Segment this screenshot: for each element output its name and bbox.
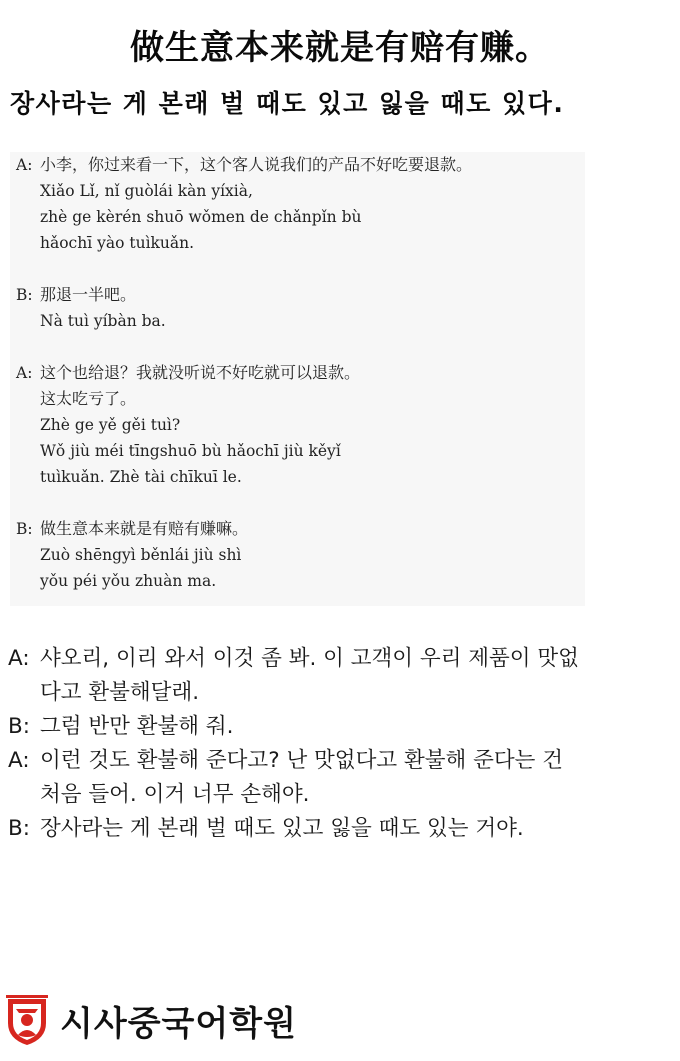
translation-line — [8, 710, 674, 744]
chinese-line: 小李，你过来看一下，这个客人说我们的产品不好吃要退款。 — [40, 155, 473, 174]
chinese-line: 这个也给退？我就没听说不好吃就可以退款。 — [40, 363, 361, 382]
dialogue-turn — [16, 152, 579, 256]
pinyin-line: hǎochī yào tuìkuǎn. — [40, 234, 195, 252]
pinyin-line: zhè ge kèrén shuō wǒmen de chǎnpǐn bù — [40, 208, 362, 226]
pinyin-line: Wǒ jiù méi tīngshuō bù hǎochī jiù kěyǐ — [40, 442, 341, 460]
pinyin-line: tuìkuǎn. Zhè tài chīkuī le. — [40, 468, 242, 486]
speaker-label: B: — [16, 286, 33, 304]
dialogue-turn — [16, 360, 579, 490]
speaker-label: A: — [8, 748, 30, 773]
logo-text: 시사중국어학원 — [60, 1003, 297, 1044]
speaker-label: A: — [8, 646, 30, 671]
translation-text: 이런 것도 환불해 준다고? 난 맛없다고 환불해 준다는 건 — [40, 748, 564, 773]
translation-text: 장사라는 게 본래 벌 때도 있고 잃을 때도 있는 거야. — [40, 816, 524, 841]
speaker-label: B: — [8, 816, 30, 841]
translation-text: 그럼 반만 환불해 줘. — [40, 714, 234, 739]
chinese-line: 那退一半吧。 — [40, 285, 137, 304]
translation-line — [8, 812, 674, 846]
speaker-label: A: — [16, 156, 33, 174]
translation-text: 다고 환불해달래. — [40, 680, 200, 705]
chinese-line: 这太吃亏了。 — [40, 389, 137, 408]
chinese-dialogue-box — [10, 152, 585, 606]
sisa-emblem-icon — [4, 993, 50, 1047]
translation-text: 처음 들어. 이거 너무 손해야. — [40, 782, 310, 807]
dialogue-turn — [16, 282, 579, 334]
page-title-korean: 장사라는 게 본래 벌 때도 있고 잃을 때도 있다. — [10, 89, 565, 118]
speaker-label: B: — [16, 520, 33, 538]
pinyin-line: Xiǎo Lǐ, nǐ guòlái kàn yíxià, — [40, 182, 253, 200]
pinyin-line: Nà tuì yíbàn ba. — [40, 312, 166, 330]
page-title-chinese: 做生意本来就是有赔有赚。 — [130, 28, 550, 68]
pinyin-line: Zuò shēngyì běnlái jiù shì — [40, 546, 242, 564]
translation-line — [8, 642, 674, 676]
pinyin-line: yǒu péi yǒu zhuàn ma. — [40, 572, 217, 590]
translation-text: 샤오리, 이리 와서 이것 좀 봐. 이 고객이 우리 제품이 맛없 — [40, 646, 579, 671]
translation-line — [8, 778, 674, 812]
speaker-label: A: — [16, 364, 33, 382]
sisa-logo — [4, 990, 297, 1050]
chinese-line: 做生意本来就是有赔有赚嘛。 — [40, 519, 249, 538]
pinyin-line: Zhè ge yě gěi tuì? — [40, 416, 181, 434]
dialogue-turn — [16, 516, 579, 594]
translation-line — [8, 676, 674, 710]
translation-line — [8, 744, 674, 778]
speaker-label: B: — [8, 714, 30, 739]
korean-translation — [8, 642, 674, 846]
